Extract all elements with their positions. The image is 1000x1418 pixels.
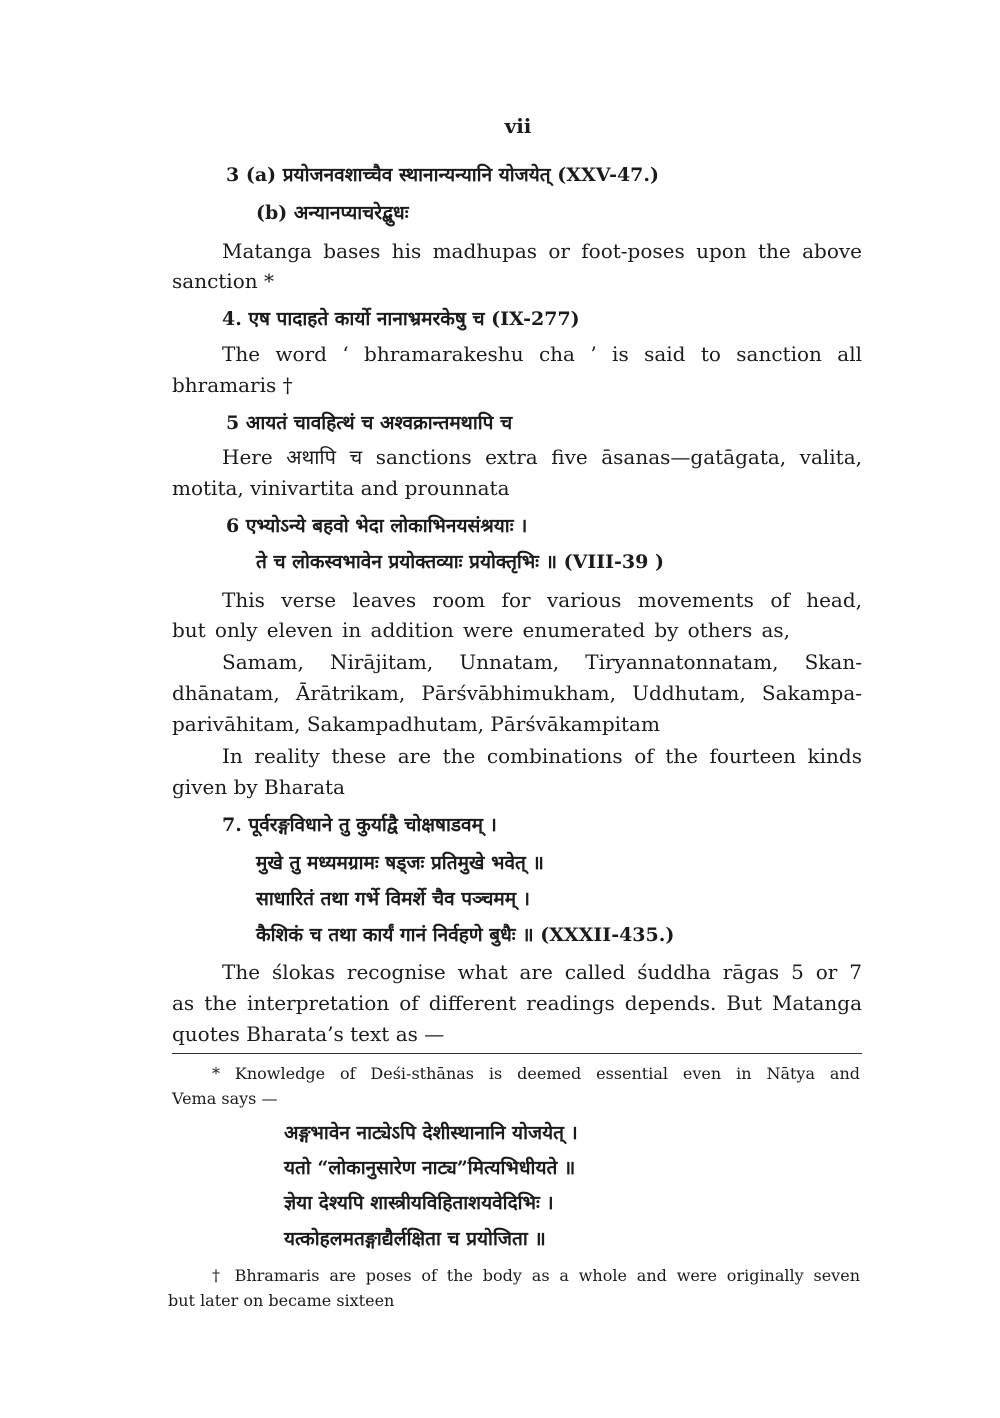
footnote-1-line-2: Vema says — <box>172 1089 278 1108</box>
footnote-verse-4: यत्कोहलमतङ्गाद्यैर्लक्षिता च प्रयोजिता ॥ <box>284 1228 546 1250</box>
quote-5: 5 आयतं चावहित्थं च अश्वक्रान्तमथापि च <box>226 412 513 434</box>
quote-3b: (b) अन्यानप्याचरेद्बुधः <box>256 202 409 224</box>
paragraph-5-line-1: In reality these are the combinations of the fourteen kinds <box>222 744 862 768</box>
quote-6a: 6 एभ्योऽन्ये बहवो भेदा लोकाभिनयसंश्रयाः । <box>226 515 528 537</box>
paragraph-6-line-1: The ślokas recognise what are called śuddha rāgas 5 or 7 <box>222 960 862 984</box>
quote-7d: कैशिकं च तथा कार्यं गानं निर्वहणे बुधैः ॥ (XXXII-435.) <box>256 924 675 946</box>
footnote-verse-2: यतो “लोकानुसारेण नाट्य”मित्यभिधीयते ॥ <box>284 1157 576 1179</box>
paragraph-4-line-1: This verse leaves room for various movements of head, <box>222 588 862 612</box>
paragraph-4-line-4: dhānatam, Ārātrikam, Pārśvābhimukham, Uddhutam, Sakampa- <box>172 681 862 705</box>
paragraph-6-line-2: as the interpretation of different readings depends. But Matanga <box>172 991 862 1015</box>
footnote-verse-1: अङ्गभावेन नाट्येऽपि देशीस्थानानि योजयेत् । <box>284 1122 578 1144</box>
paragraph-2-line-2: bhramaris † <box>172 373 293 397</box>
footnote-2-line-2: but later on became sixteen <box>168 1291 395 1310</box>
footnote-1-line-1: * Knowledge of Deśi-sthānas is deemed essential even in Nātya and <box>212 1064 860 1083</box>
footnote-verse-3: ज्ञेया देश्यपि शास्त्रीयविहिताशयवेदिभिः । <box>284 1192 554 1214</box>
page-number: vii <box>504 114 532 138</box>
paragraph-1-line-1: Matanga bases his madhupas or foot-poses upon the above <box>222 239 862 263</box>
quote-7b: मुखे तु मध्यमग्रामः षड्जः प्रतिमुखे भवेत् ॥ <box>256 852 544 874</box>
paragraph-6-line-3: quotes Bharata’s text as — <box>172 1022 445 1046</box>
paragraph-2-line-1: The word ‘ bhramarakeshu cha ’ is said to sanction all <box>222 342 862 366</box>
footnote-2-line-1: † Bhramaris are poses of the body as a whole and were originally seven <box>212 1266 860 1285</box>
paragraph-3-line-1: Here अथापि च sanctions extra five āsanas—gatāgata, valita, <box>222 445 862 469</box>
paragraph-4-line-2: but only eleven in addition were enumerated by others as, <box>172 618 790 642</box>
quote-7c: साधारितं तथा गर्भे विमर्शे चैव पञ्चमम् । <box>256 888 530 910</box>
quote-7a: 7. पूर्वरङ्गविधाने तु कुर्याद्वै चोक्षषाडवम् । <box>222 814 497 836</box>
paragraph-3-line-2: motita, vinivartita and prounnata <box>172 476 510 500</box>
footnote-divider <box>172 1053 862 1054</box>
quote-3a: 3 (a) प्रयोजनवशाच्चैव स्थानान्यन्यानि योजयेत् (XXV-47.) <box>226 164 660 186</box>
paragraph-4-line-3: Samam, Nirājitam, Unnatam, Tiryannatonnatam, Skan- <box>222 650 862 674</box>
paragraph-4-line-5: parivāhitam, Sakampadhutam, Pārśvākampitam <box>172 712 660 736</box>
quote-4: 4. एष पादाहते कार्यो नानाभ्रमरकेषु च (IX-277) <box>222 308 580 330</box>
paragraph-5-line-2: given by Bharata <box>172 775 345 799</box>
paragraph-1-line-2: sanction * <box>172 269 274 293</box>
quote-6b: ते च लोकस्वभावेन प्रयोक्तव्याः प्रयोक्तृभिः ॥ (VIII-39 ) <box>256 551 664 573</box>
